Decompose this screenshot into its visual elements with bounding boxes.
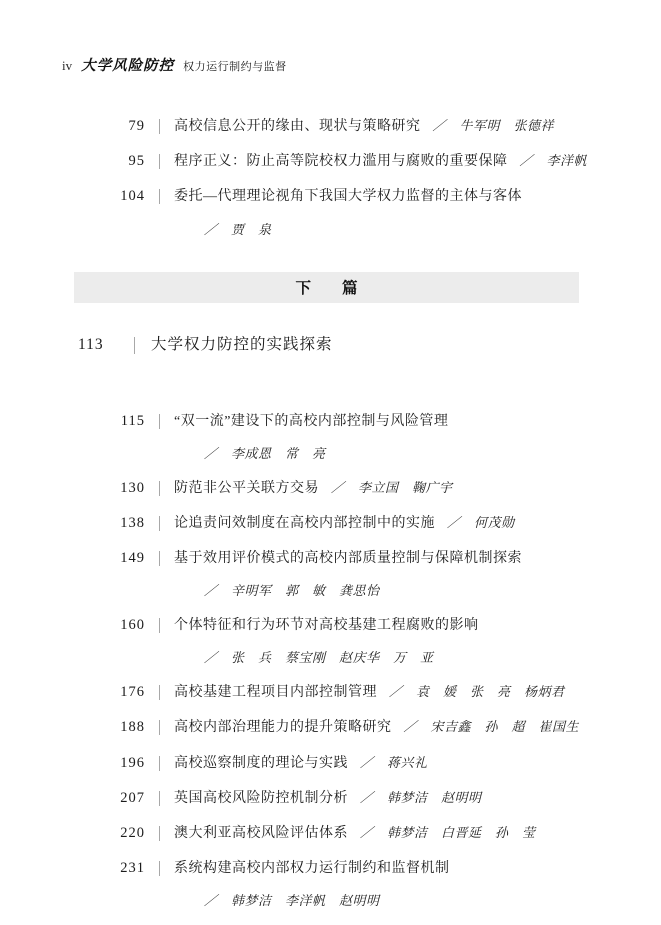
entry-title: 高校内部治理能力的提升策略研究 — [174, 720, 392, 736]
separator-bar — [159, 861, 160, 876]
separator-bar — [159, 516, 160, 531]
separator-bar — [159, 414, 160, 429]
page-number: 207 — [120, 789, 145, 806]
entry-title: 程序正义：防止高等院校权力滥用与腐败的重要保障 — [174, 154, 508, 170]
entry-authors: ／ 韩梦洁 赵明明 — [360, 789, 482, 805]
separator-bar — [159, 154, 160, 169]
section-header — [74, 272, 579, 303]
page-number: 130 — [120, 479, 145, 496]
toc-entry — [62, 718, 589, 737]
toc-entry — [62, 616, 589, 667]
book-title: 大学风险防控 — [81, 58, 175, 74]
entry-line — [62, 789, 589, 808]
entry-line — [62, 859, 589, 878]
entry-authors: ／ 李洋帆 — [519, 153, 588, 169]
toc-entry — [62, 514, 589, 533]
entry-authors: ／ 牛军明 张德祥 — [432, 118, 555, 133]
entry-authors: ／ 贾 泉 — [204, 221, 272, 237]
entry-line — [62, 824, 589, 843]
separator-bar — [159, 685, 160, 700]
separator-bar — [134, 337, 135, 354]
entry-title: 论追责问效制度在高校内部控制中的实施 — [174, 515, 435, 531]
page-number: 160 — [120, 617, 145, 634]
separator-bar — [159, 189, 160, 204]
entry-title: 个体特征和行为环节对高校基建工程腐败的影响 — [174, 618, 479, 634]
toc-entry — [62, 683, 589, 702]
entry-authors: ／ 韩梦洁 李洋帆 赵明明 — [204, 893, 380, 909]
entry-line — [62, 616, 589, 635]
entry-title: 高校信息公开的缘由、现状与策略研究 — [174, 119, 421, 134]
page-number: 104 — [120, 188, 145, 205]
folio-page-number: iv — [62, 58, 73, 73]
page-number: 231 — [120, 860, 145, 877]
entry-authors: ／ 袁 媛 张 亮 杨炳君 — [389, 684, 565, 700]
separator-bar — [159, 618, 160, 633]
book-subtitle: 权力运行制约与监督 — [183, 61, 287, 73]
page-number: 95 — [128, 153, 145, 170]
toc-entry — [62, 117, 589, 136]
page-number: 176 — [120, 684, 145, 701]
toc-entry — [62, 412, 589, 463]
entry-line — [62, 412, 589, 431]
toc-entry — [62, 549, 589, 600]
running-header — [62, 54, 589, 75]
entry-title: 大学权力防控的实践探索 — [151, 336, 333, 354]
page-number: 196 — [120, 754, 145, 771]
entry-line — [62, 479, 589, 498]
separator-bar — [159, 481, 160, 496]
page-number: 113 — [78, 336, 104, 354]
entry-title: 系统构建高校内部权力运行制约和监督机制 — [174, 861, 450, 877]
separator-bar — [159, 756, 160, 771]
entry-authors: ／ 李立国 鞠广宇 — [331, 479, 453, 495]
entry-title: 防范非公平关联方交易 — [174, 480, 319, 496]
toc-entry — [62, 754, 589, 773]
page-number: 115 — [120, 412, 145, 429]
page-number: 188 — [120, 719, 145, 736]
entry-authors: ／ 张 兵 蔡宝刚 赵庆华 万 亚 — [204, 650, 434, 666]
entry-authors: ／ 宋吉鑫 孙 超 崔国生 — [403, 719, 580, 735]
entry-line — [62, 754, 589, 773]
toc-entry — [62, 187, 589, 238]
separator-bar — [159, 826, 160, 841]
entry-title: “双一流”建设下的高校内部控制与风险管理 — [174, 413, 449, 429]
entry-line — [62, 187, 589, 206]
entry-line — [62, 335, 589, 355]
entry-line — [62, 683, 589, 702]
entry-line — [62, 514, 589, 533]
entry-title: 委托—代理理论视角下我国大学权力监督的主体与客体 — [174, 189, 522, 205]
page-number: 220 — [120, 824, 145, 841]
separator-bar — [159, 791, 160, 806]
separator-bar — [159, 720, 160, 735]
entry-line — [62, 117, 589, 136]
toc-entry — [62, 789, 589, 808]
toc-list — [62, 117, 589, 910]
entry-title: 高校基建工程项目内部控制管理 — [174, 685, 377, 701]
separator-bar — [159, 119, 160, 134]
page-number: 149 — [120, 550, 145, 567]
entry-authors: ／ 蒋兴礼 — [360, 754, 428, 770]
separator-bar — [159, 551, 160, 566]
entry-line — [62, 718, 589, 737]
entry-authors: ／ 何茂勋 — [447, 514, 515, 530]
entry-authors: ／ 辛明军 郭 敏 龚思怡 — [204, 583, 380, 599]
entry-title: 高校巡察制度的理论与实践 — [174, 755, 348, 771]
entry-authors: ／ 韩梦洁 白晋延 孙 莹 — [360, 824, 536, 840]
toc-entry — [62, 479, 589, 498]
toc-entry — [62, 152, 589, 171]
page-number: 79 — [128, 118, 145, 134]
entry-authors: ／ 李成恩 常 亮 — [204, 445, 326, 461]
entry-line — [62, 549, 589, 568]
entry-title: 英国高校风险防控机制分析 — [174, 790, 348, 806]
section-title: 下 篇 — [295, 280, 358, 298]
toc-entry — [62, 859, 589, 910]
page-number: 138 — [120, 514, 145, 531]
chapter-entry — [62, 335, 589, 355]
entry-title: 基于效用评价模式的高校内部质量控制与保障机制探索 — [174, 551, 522, 567]
entry-line — [62, 152, 589, 171]
toc-entry — [62, 824, 589, 843]
entry-title: 澳大利亚高校风险评估体系 — [174, 825, 348, 841]
